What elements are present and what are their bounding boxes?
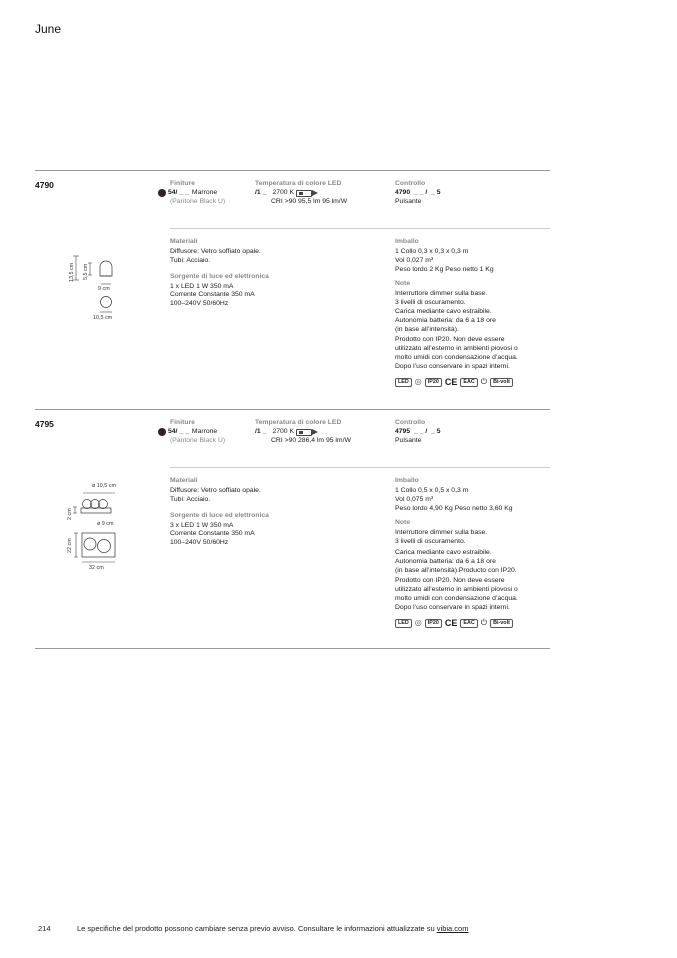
page-number: 214	[38, 924, 51, 933]
finish-code: 54/	[168, 189, 178, 196]
temperatura-label: Temperatura di colore LED	[255, 419, 342, 426]
product-drawing	[60, 250, 150, 330]
imballo-line: 1 Collo 0,5 x 0,5 x 0,3 m	[395, 487, 469, 494]
imballo-block	[395, 476, 518, 628]
imballo-line: Vol 0,075 m³	[395, 495, 434, 503]
control-code: 4790	[395, 189, 411, 196]
note-line: Interruttore dimmer sulla base.	[395, 529, 488, 537]
ip20-badge: IP20	[425, 619, 442, 628]
note-line: 3 livelli di oscuramento.	[395, 299, 466, 307]
controllo-block	[395, 179, 441, 207]
imballo-label: Imballo	[395, 238, 419, 245]
subsection-divider	[170, 228, 550, 229]
vibia-link[interactable]: vibia.com	[436, 924, 469, 933]
note-line: molto umidi con condensazione d’acqua.	[395, 353, 518, 361]
temp-blank: _	[262, 189, 267, 196]
finish-swatch	[158, 189, 166, 197]
control-blanks: _ _ /	[414, 189, 428, 196]
materiali-block	[170, 476, 269, 548]
dim-depth: 22 cm	[67, 538, 73, 553]
note-line: Autonomia batteria: da 6 a 18 ore	[395, 557, 496, 565]
eac-badge: EAC	[460, 619, 477, 628]
sorgente-line: 1 x LED 1 W 350 mA	[170, 282, 234, 290]
temperatura-label: Temperatura di colore LED	[255, 180, 342, 187]
materiali-line: Diffusore: Vetro soffiato opale.	[170, 487, 261, 494]
ip20-badge: IP20	[425, 378, 442, 387]
battery-plug-icon: ⏻	[480, 618, 488, 628]
lamp-triple-drawing	[55, 480, 155, 580]
imballo-line: Peso lordo 4,90 Kg Peso netto 3,60 Kg	[395, 504, 513, 512]
finish-name: Marrone	[191, 428, 218, 435]
certification-badges	[395, 378, 518, 387]
note-line: utilizzato all’esterno in ambienti piovosi o	[395, 345, 518, 353]
finish-pantone: (Pantone Black U)	[170, 436, 226, 444]
dim-width: 32 cm	[89, 565, 104, 571]
dimmer-bar-icon	[296, 190, 312, 197]
section-divider	[35, 648, 550, 649]
temperatura-block	[255, 179, 347, 207]
note-paragraph	[395, 290, 518, 334]
ce-mark: CE	[444, 376, 458, 387]
certification-badges	[395, 619, 518, 628]
temp-kelvin: 2700 K	[272, 189, 294, 196]
ce-mark: CE	[444, 617, 458, 628]
finish-code: 54/	[168, 428, 178, 435]
sorgente-line: 100–240V 50/60Hz	[170, 539, 229, 547]
finish-name: Marrone	[191, 189, 218, 196]
battery-plug-icon: ⏻	[480, 377, 488, 387]
control-blanks: _ _ /	[414, 428, 428, 435]
note-line: molto umidi con condensazione d’acqua.	[395, 594, 518, 602]
materiali-line: Tubi: Acciaio.	[170, 256, 211, 264]
control-type: Pulsante	[395, 197, 422, 205]
bivolt-badge: Bi-volt	[490, 619, 513, 628]
note-label: Note	[395, 519, 411, 527]
note-line: utilizzato all’esterno in ambienti piovosi o	[395, 586, 518, 594]
control-suffix: _ 5	[431, 428, 441, 435]
imballo-block	[395, 237, 518, 387]
finiture-label: Finiture	[170, 180, 195, 187]
eac-badge: EAC	[460, 378, 477, 387]
temp-kelvin: 2700 K	[272, 428, 294, 435]
temp-cri: CRI >90 286,4 lm 95 lm/W	[271, 436, 351, 444]
temp-cri: CRI >90 95,5 lm 95 lm/W	[271, 197, 348, 205]
dimmer-arrow-icon	[312, 429, 318, 435]
finiture-label: Finiture	[170, 419, 195, 426]
materiali-block	[170, 237, 269, 309]
imballo-label: Imballo	[395, 477, 419, 484]
dim-height: 13,5 cm	[69, 262, 75, 282]
finish-blanks: _ _	[179, 428, 189, 435]
finiture-block	[158, 418, 225, 446]
bivolt-badge: Bi-volt	[490, 378, 513, 387]
materiali-label: Materiali	[170, 238, 198, 245]
sorgente-line: Corrente Constante 350 mA	[170, 530, 255, 538]
sorgente-label: Sorgente di luce ed elettronica	[170, 511, 269, 519]
sorgente-line: 3 x LED 1 W 350 mA	[170, 521, 234, 529]
page-title: June	[35, 22, 62, 36]
sorgente-line: 100–240V 50/60Hz	[170, 300, 229, 308]
control-suffix: _ 5	[431, 189, 441, 196]
finiture-block	[158, 179, 225, 207]
control-type: Pulsante	[395, 436, 422, 444]
materiali-line: Diffusore: Vetro soffiato opale.	[170, 248, 261, 255]
dim-top-diameter: ø 10,5 cm	[92, 483, 116, 489]
dim-sphere: ø 9 cm	[97, 521, 114, 527]
note-line: (in base all’intensità).	[395, 325, 459, 333]
sorgente-line: Corrente Constante 350 mA	[170, 291, 255, 299]
materiali-line: Tubi: Acciaio.	[170, 495, 211, 503]
note-line: Dopo l’uso conservare in spazi interni.	[395, 362, 510, 370]
temp-code: /1	[255, 189, 261, 196]
product-code: 4795	[35, 419, 54, 429]
product-drawing	[55, 480, 155, 580]
note-line: 3 livelli di oscuramento.	[395, 538, 466, 546]
imballo-line: Peso lordo 2 Kg Peso netto 1 Kg	[395, 265, 494, 273]
footer-text: Le specifiche del prodotto possono cambiare senza previo avviso. Consultare le informazioni attualizzate su	[77, 924, 437, 933]
note-line: (in base all’intensità).Producto con IP20.	[395, 566, 517, 574]
footer-disclaimer	[77, 924, 468, 933]
dimmer-bar-icon	[296, 429, 312, 436]
note-paragraph	[395, 529, 518, 547]
note-line: Carica mediante cavo estraibile.	[395, 548, 492, 556]
led-badge: LED	[395, 378, 412, 387]
temp-blank: _	[262, 428, 267, 435]
note-line: Prodotto con IP20. Non deve essere	[395, 336, 505, 344]
note-line: Prodotto con IP20. Non deve essere	[395, 577, 505, 585]
materiali-label: Materiali	[170, 477, 198, 484]
control-code: 4795	[395, 428, 411, 435]
temperatura-block	[255, 418, 351, 446]
subsection-divider	[170, 467, 550, 468]
temp-code: /1	[255, 428, 261, 435]
note-line: Carica mediante cavo estraibile.	[395, 307, 492, 315]
note-line: Autonomia batteria: da 6 a 18 ore	[395, 316, 496, 324]
sorgente-label: Sorgente di luce ed elettronica	[170, 272, 269, 280]
finish-blanks: _ _	[179, 189, 189, 196]
note-paragraph	[395, 549, 518, 575]
imballo-line: Vol 0,027 m³	[395, 256, 434, 264]
note-paragraph	[395, 336, 518, 371]
product-code: 4790	[35, 180, 54, 190]
dimmer-icon: ◎	[414, 377, 422, 387]
dim-shade: 5,5 cm	[83, 263, 89, 280]
finish-swatch	[158, 428, 166, 436]
imballo-line: 1 Collo 0,3 x 0,3 x 0,3 m	[395, 248, 469, 255]
dim-width: 9 cm	[98, 286, 110, 292]
section-divider	[35, 170, 550, 171]
controllo-label: Controllo	[395, 419, 426, 426]
note-line: Interruttore dimmer sulla base.	[395, 290, 488, 298]
controllo-label: Controllo	[395, 180, 426, 187]
controllo-block	[395, 418, 441, 446]
note-line: Dopo l’uso conservare in spazi interni.	[395, 603, 510, 611]
section-divider	[35, 409, 550, 410]
dimmer-arrow-icon	[312, 190, 318, 196]
led-badge: LED	[395, 619, 412, 628]
note-label: Note	[395, 280, 411, 288]
dim-diameter: 10,5 cm	[93, 315, 113, 321]
dim-height: 2 cm	[67, 508, 73, 520]
finish-pantone: (Pantone Black U)	[170, 197, 226, 205]
dimmer-icon: ◎	[414, 618, 422, 628]
note-paragraph	[395, 577, 518, 612]
